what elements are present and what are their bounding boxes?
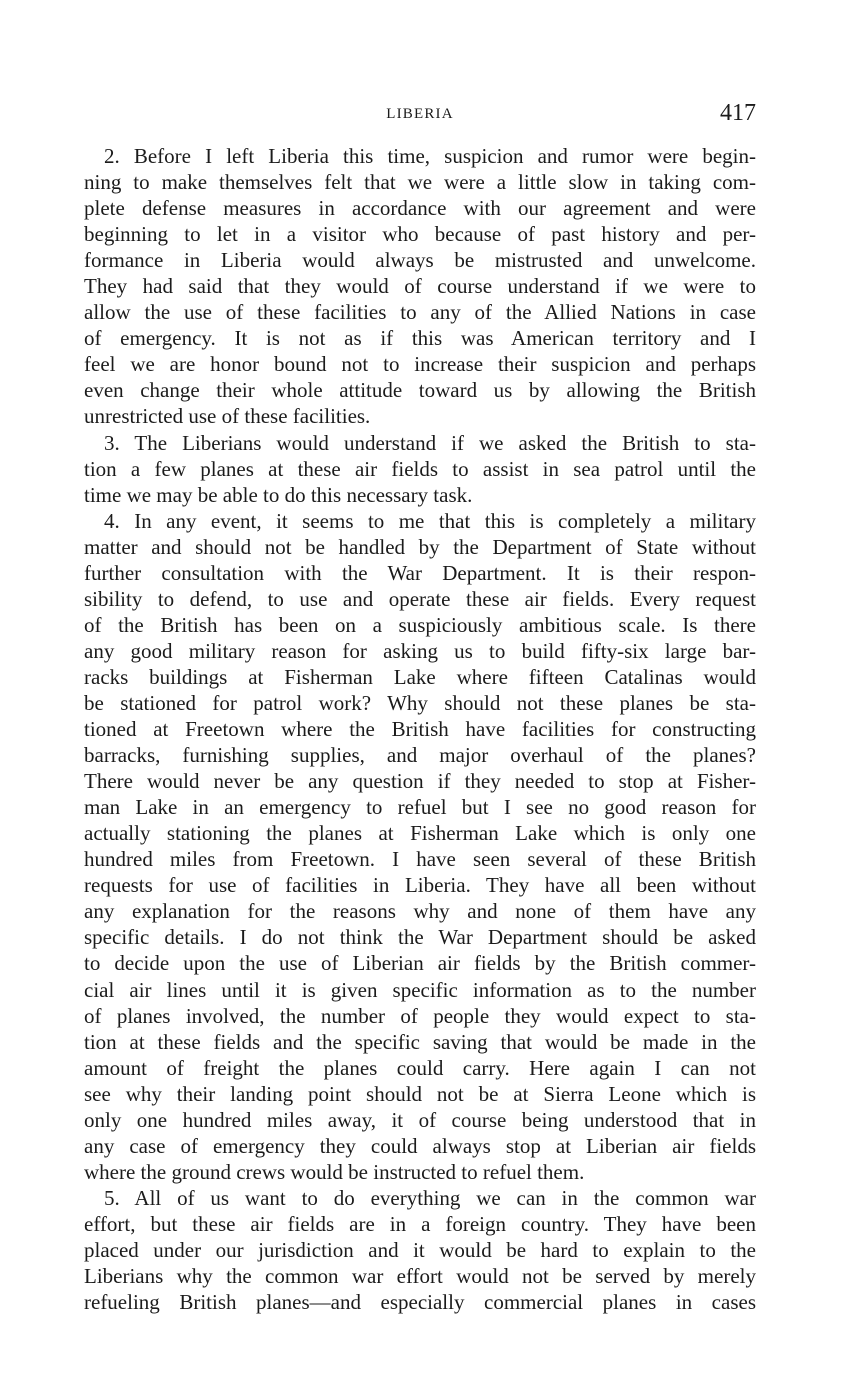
text-line: refueling British planes—and especially commercial planes in cases bbox=[84, 1290, 756, 1315]
text-line: cial air lines until it is given specific information as to the number bbox=[84, 977, 756, 1002]
text-line: to decide upon the use of Liberian air fields by the British commer- bbox=[84, 951, 756, 976]
text-line: There would never be any question if they needed to stop at Fisher- bbox=[84, 769, 756, 794]
text-line: only one hundred miles away, it of course being understood that in bbox=[84, 1107, 756, 1132]
text-line: actually stationing the planes at Fisherman Lake which is only one bbox=[84, 821, 756, 846]
text-line: racks buildings at Fisherman Lake where fifteen Catalinas would bbox=[84, 664, 756, 689]
text-line: 3. The Liberians would understand if we asked the British to sta- bbox=[104, 430, 756, 455]
text-line: plete defense measures in accordance with our agreement and were bbox=[84, 196, 756, 221]
paragraph-3 bbox=[84, 430, 756, 508]
text-line: 4. In any event, it seems to me that this is completely a military bbox=[104, 508, 756, 533]
paragraph-5 bbox=[84, 1185, 756, 1315]
text-line: ning to make themselves felt that we were a little slow in taking com- bbox=[84, 170, 756, 195]
text-line: matter and should not be handled by the Department of State without bbox=[84, 534, 756, 559]
text-line: be stationed for patrol work? Why should not these planes be sta- bbox=[84, 690, 756, 715]
paragraph-4 bbox=[84, 508, 756, 1185]
text-line: even change their whole attitude toward us by allowing the British bbox=[84, 378, 756, 403]
text-line: effort, but these air fields are in a foreign country. They have been bbox=[84, 1211, 756, 1236]
text-line: placed under our jurisdiction and it would be hard to explain to the bbox=[84, 1237, 756, 1262]
text-line: man Lake in an emergency to refuel but I see no good reason for bbox=[84, 795, 756, 820]
body-text bbox=[84, 143, 756, 1315]
text-line: where the ground crews would be instructed to refuel them. bbox=[84, 1159, 585, 1184]
text-line: tioned at Freetown where the British have facilities for constructing bbox=[84, 717, 756, 742]
text-line: sibility to defend, to use and operate these air fields. Every request bbox=[84, 586, 756, 611]
text-line: 5. All of us want to do everything we can in the common war bbox=[104, 1185, 756, 1210]
text-line: of the British has been on a suspiciously ambitious scale. Is there bbox=[84, 612, 756, 637]
paragraph-2 bbox=[84, 143, 756, 430]
text-line: beginning to let in a visitor who because of past history and per- bbox=[84, 222, 756, 247]
text-line: 2. Before I left Liberia this time, suspicion and rumor were begin- bbox=[104, 144, 756, 168]
text-line: amount of freight the planes could carry. Here again I can not bbox=[84, 1055, 756, 1080]
text-line: specific details. I do not think the War Department should be asked bbox=[84, 925, 756, 950]
text-line: any case of emergency they could always stop at Liberian air fields bbox=[84, 1133, 756, 1158]
text-line: further consultation with the War Department. It is their respon- bbox=[84, 560, 756, 585]
text-line: any good military reason for asking us to build fifty-six large bar- bbox=[84, 638, 756, 663]
text-line: of planes involved, the number of people they would expect to sta- bbox=[84, 1003, 756, 1028]
text-line: time we may be able to do this necessary task. bbox=[84, 482, 473, 507]
text-line: feel we are honor bound not to increase their suspicion and perhaps bbox=[84, 352, 756, 377]
text-line: formance in Liberia would always be mistrusted and unwelcome. bbox=[84, 248, 756, 273]
running-head bbox=[84, 100, 756, 130]
text-line: hundred miles from Freetown. I have seen several of these British bbox=[84, 847, 756, 872]
text-line: barracks, furnishing supplies, and major overhaul of the planes? bbox=[84, 743, 756, 768]
text-line: requests for use of facilities in Liberia. They have all been without bbox=[84, 873, 756, 898]
text-line: unrestricted use of these facilities. bbox=[84, 404, 371, 429]
text-line: any explanation for the reasons why and none of them have any bbox=[84, 899, 756, 924]
text-line: of emergency. It is not as if this was American territory and I bbox=[84, 326, 756, 351]
text-line: tion a few planes at these air fields to assist in sea patrol until the bbox=[84, 456, 756, 481]
text-line: Liberians why the common war effort would not be served by merely bbox=[84, 1264, 756, 1289]
text-line: see why their landing point should not be at Sierra Leone which is bbox=[84, 1081, 756, 1106]
running-title: LIBERIA bbox=[386, 106, 454, 122]
text-line: tion at these fields and the specific saving that would be made in the bbox=[84, 1029, 756, 1054]
text-line: allow the use of these facilities to any of the Allied Nations in case bbox=[84, 300, 756, 325]
page-number: 417 bbox=[720, 100, 756, 126]
text-line: They had said that they would of course understand if we were to bbox=[84, 274, 756, 299]
